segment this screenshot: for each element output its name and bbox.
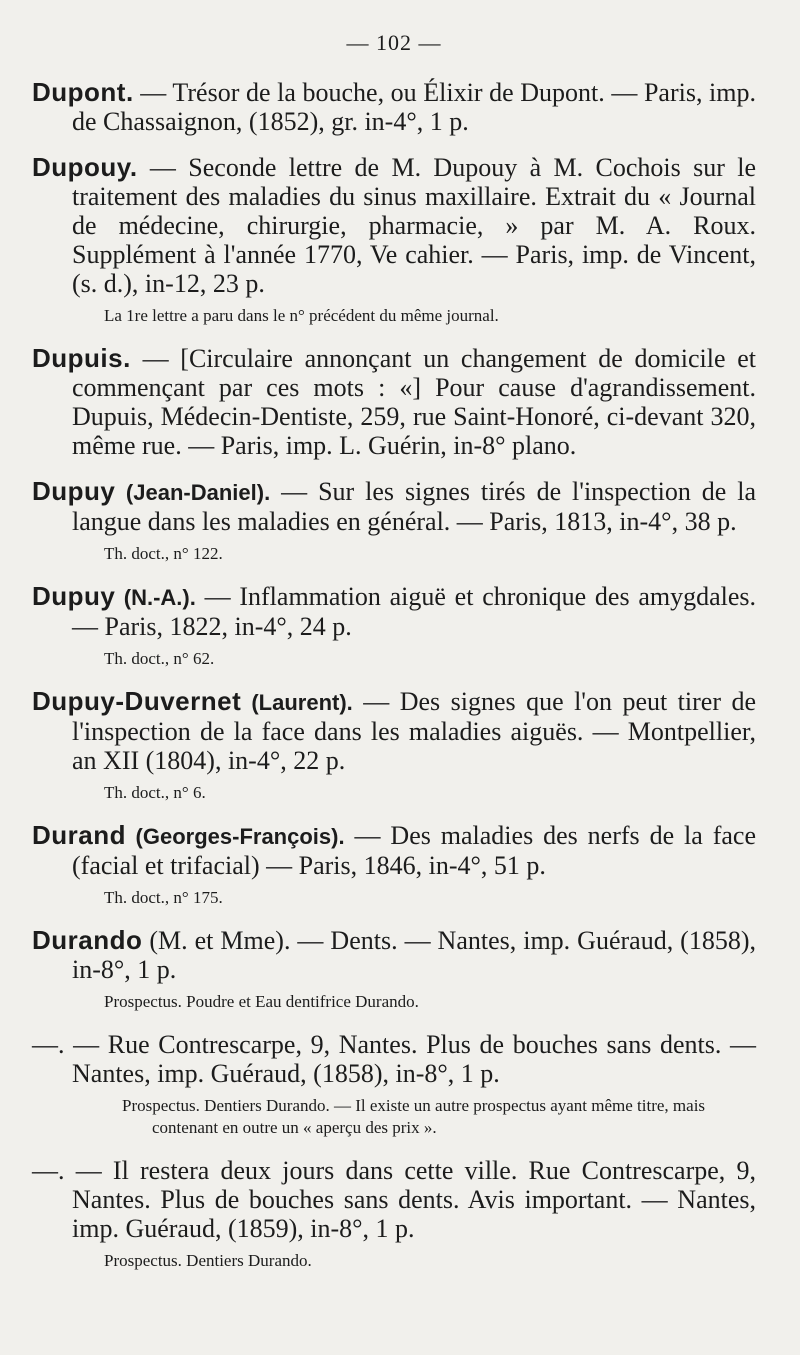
entry-text: — Sur les signes tirés de l'inspection de la langue dans les maladies en général. — Paris, 1813, in-4°, 38 p. xyxy=(72,477,756,536)
entry-note: Prospectus. Poudre et Eau dentifrice Durando. xyxy=(104,992,419,1011)
entry-note: Th. doct., n° 122. xyxy=(104,544,223,563)
entry-given-name: (Jean-Daniel). xyxy=(115,480,271,505)
entry-note: Th. doct., n° 175. xyxy=(104,888,223,907)
entry-given-name: (Georges-François). xyxy=(126,824,345,849)
entry-name: Durando xyxy=(32,925,143,955)
entry-name: Dupuy-Duvernet xyxy=(32,686,242,716)
entry-text: — Inflammation aiguë et chronique des amygdales. — Paris, 1822, in-4°, 24 p. xyxy=(72,582,757,641)
entry-name: Dupouy. xyxy=(32,152,138,182)
entry-text: — Seconde lettre de M. Dupouy à M. Cochois sur le traitement des maladies du sinus maxillaire. Extrait du « Journal de médecine, chirurgie, pharmacie, » par M. A. Roux. Supplément à l'année 1770, Ve cahier. — Paris, imp. de Vincent, (s. d.), in-12, 23 p. xyxy=(72,153,756,298)
entry-text: (M. et Mme). — Dents. — Nantes, imp. Guéraud, (1858), in-8°, 1 p. xyxy=(72,926,756,984)
entry-dupuis xyxy=(32,344,756,460)
entry-text: —. — Rue Contrescarpe, 9, Nantes. Plus de bouches sans dents. — Nantes, imp. Guéraud, (1858), in-8°, 1 p. xyxy=(32,1030,756,1088)
entry-dupouy xyxy=(32,153,756,327)
entry-dupuy-jean-daniel xyxy=(32,477,756,565)
entry-durando xyxy=(32,926,756,1013)
entry-name: Dupont. xyxy=(32,77,134,107)
entry-text: — Des signes que l'on peut tirer de l'inspection de la face dans les maladies aiguës. — Montpellier, an XII (1804), in-4°, 22 p. xyxy=(72,687,756,775)
entry-text: — Trésor de la bouche, ou Élixir de Dupont. — Paris, imp. de Chassaignon, (1852), gr. in-4°, 1 p. xyxy=(72,78,756,136)
entry-durando-3 xyxy=(32,1156,756,1272)
entry-note: Prospectus. Dentiers Durando. xyxy=(104,1251,312,1270)
entry-durand xyxy=(32,821,756,909)
entry-text: —. — Il restera deux jours dans cette ville. Rue Contrescarpe, 9, Nantes. Plus de bouches sans dents. Avis important. — Nantes, imp. Guéraud, (1859), in-8°, 1 p. xyxy=(32,1156,756,1243)
entry-durando-2 xyxy=(32,1030,756,1139)
page-number: — 102 — xyxy=(346,30,442,55)
entry-given-name: (Laurent). xyxy=(241,690,353,715)
entry-dupuy-duvernet xyxy=(32,687,756,804)
entry-note: La 1re lettre a paru dans le n° précédent du même journal. xyxy=(104,306,499,325)
entry-name: Durand xyxy=(32,820,126,850)
entry-name: Dupuy xyxy=(32,581,116,611)
entry-note: Prospectus. Dentiers Durando. — Il existe un autre prospectus ayant même titre, mais contenant en outre un « aperçu des prix ». xyxy=(122,1096,706,1137)
entry-dupuy-n-a xyxy=(32,582,756,670)
entry-given-name: (N.-A.). xyxy=(115,585,196,610)
entry-text: — Des maladies des nerfs de la face (facial et trifacial) — Paris, 1846, in-4°, 51 p. xyxy=(72,821,756,880)
entry-note: Th. doct., n° 62. xyxy=(104,649,215,668)
entry-name: Dupuy xyxy=(32,476,116,506)
entry-note: Th. doct., n° 6. xyxy=(104,783,206,802)
entry-name: Dupuis. xyxy=(32,343,131,373)
entry-dupont xyxy=(32,78,756,136)
entry-text: — [Circulaire annonçant un changement de domicile et commençant par ces mots : «] Pour cause d'agrandissement. Dupuis, Médecin-Dentiste, 259, rue Saint-Honoré, ci-devant 320, même rue. — Paris, imp. L. Guérin, in-8° plano. xyxy=(72,344,756,460)
